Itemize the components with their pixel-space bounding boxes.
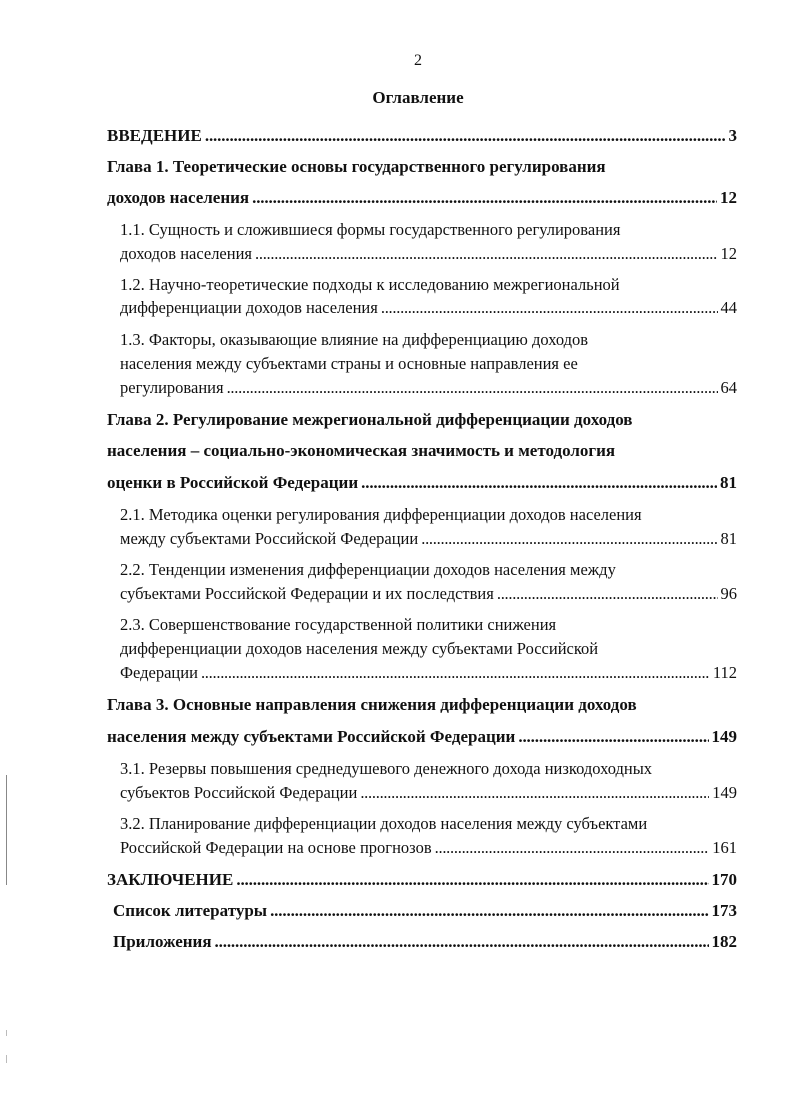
toc-entry-label: 1.2. Научно-теоретические подходы к исследованию межрегиональной xyxy=(120,275,620,294)
toc-chapter-3-title[interactable] xyxy=(107,694,737,716)
toc-entry-label: 2.2. Тенденции изменения дифференциации доходов населения между xyxy=(120,560,616,579)
toc-entry-intro[interactable] xyxy=(107,125,737,147)
toc-page-number: 161 xyxy=(712,838,737,857)
toc-section-1-1-last-line[interactable] xyxy=(120,243,737,265)
scan-artifact-dot xyxy=(6,1030,7,1036)
toc-entry-label: доходов населения xyxy=(120,244,252,263)
dot-leader xyxy=(361,472,717,494)
toc-entry-label: Список литературы xyxy=(113,901,268,920)
dot-leader xyxy=(381,297,718,319)
toc-chapter-3-last-line[interactable] xyxy=(107,726,737,748)
page-number: 2 xyxy=(414,52,422,69)
toc-entry-label: субъектами Российской Федерации и их последствия xyxy=(120,584,494,603)
dot-leader xyxy=(435,837,710,859)
toc-entry-label: доходов населения xyxy=(107,188,250,207)
toc-section-3-2-last-line[interactable] xyxy=(120,837,737,859)
toc-entry-label: 2.1. Методика оценки регулирования дифференциации доходов населения xyxy=(120,505,642,524)
toc-section-2-2[interactable] xyxy=(120,559,737,581)
toc-section-3-1[interactable] xyxy=(120,758,737,780)
toc-entry-label: дифференциации доходов населения xyxy=(120,298,378,317)
toc-section-1-3-line-2[interactable] xyxy=(120,353,737,375)
toc-page-number: 96 xyxy=(720,584,737,603)
toc-section-1-3[interactable] xyxy=(120,329,737,351)
toc-section-1-2[interactable] xyxy=(120,274,737,296)
toc-section-1-2-last-line[interactable] xyxy=(120,297,737,319)
toc-section-3-1-last-line[interactable] xyxy=(120,782,737,804)
toc-page-number: 182 xyxy=(711,932,737,951)
toc-entry-conclusion[interactable] xyxy=(107,869,737,891)
dot-leader xyxy=(497,583,718,605)
toc-chapter-1-last-line[interactable] xyxy=(107,187,737,209)
toc-page-number: 44 xyxy=(720,298,737,317)
toc-entry-label: Глава 1. Теоретические основы государственного регулирования xyxy=(107,157,606,176)
toc-section-2-3[interactable] xyxy=(120,614,737,636)
toc-page-number: 12 xyxy=(720,188,737,207)
dot-leader xyxy=(205,125,726,147)
toc-entry-label: дифференциации доходов населения между субъектами Российской xyxy=(120,639,599,658)
toc-section-2-1[interactable] xyxy=(120,504,737,526)
toc-page-number: 149 xyxy=(711,727,737,746)
toc-title: Оглавление xyxy=(372,88,464,107)
toc-entry-label: населения между субъектами страны и основные направления ее xyxy=(120,354,578,373)
toc-page-number: 3 xyxy=(728,126,737,145)
toc-section-2-1-last-line[interactable] xyxy=(120,528,737,550)
toc-chapter-1-title[interactable] xyxy=(107,156,737,178)
toc-section-1-1[interactable] xyxy=(120,219,737,241)
toc-entry-label: 1.3. Факторы, оказывающие влияние на дифференциацию доходов xyxy=(120,330,589,349)
toc-page-number: 81 xyxy=(720,529,737,548)
toc-section-2-2-last-line[interactable] xyxy=(120,583,737,605)
dot-leader xyxy=(255,243,718,265)
toc-page-number: 149 xyxy=(712,783,737,802)
dot-leader xyxy=(518,726,708,748)
toc-entry-label: субъектов Российской Федерации xyxy=(120,783,358,802)
toc-entry-label: ВВЕДЕНИЕ xyxy=(107,126,202,145)
toc-entry-label: населения между субъектами Российской Федерации xyxy=(107,727,516,746)
dot-leader xyxy=(236,869,708,891)
toc-page-number: 173 xyxy=(711,901,737,920)
toc-entry-label: между субъектами Российской Федерации xyxy=(120,529,419,548)
toc-section-3-2[interactable] xyxy=(120,813,737,835)
dot-leader xyxy=(227,377,718,399)
toc-entry-label: 2.3. Совершенствование государственной политики снижения xyxy=(120,615,557,634)
dot-leader xyxy=(252,187,717,209)
toc-chapter-2-line-2[interactable] xyxy=(107,440,737,462)
toc-entry-label: ЗАКЛЮЧЕНИЕ xyxy=(107,870,234,889)
toc-page-number: 81 xyxy=(720,473,737,492)
toc-entry-label: Глава 2. Регулирование межрегиональной дифференциации доходов xyxy=(107,410,633,429)
scan-artifact-dot xyxy=(6,1055,7,1063)
toc-entry-label: 3.1. Резервы повышения среднедушевого денежного дохода низкодоходных xyxy=(120,759,653,778)
toc-section-1-3-last-line[interactable] xyxy=(120,377,737,399)
toc-chapter-2-title[interactable] xyxy=(107,409,737,431)
toc-chapter-2-last-line[interactable] xyxy=(107,472,737,494)
dot-leader xyxy=(421,528,717,550)
dot-leader xyxy=(270,900,708,922)
toc-entry-label: 1.1. Сущность и сложившиеся формы государственного регулирования xyxy=(120,220,621,239)
toc-page-number: 64 xyxy=(720,378,737,397)
toc-entry-references[interactable] xyxy=(113,900,737,922)
dot-leader xyxy=(215,931,709,953)
toc-entry-label: населения – социально-экономическая значимость и методология xyxy=(107,441,616,460)
toc-entry-label: Федерации xyxy=(120,663,198,682)
toc-entry-label: Глава 3. Основные направления снижения дифференциации доходов xyxy=(107,695,637,714)
toc-section-2-3-last-line[interactable] xyxy=(120,662,737,684)
toc-entry-label: Российской Федерации на основе прогнозов xyxy=(120,838,432,857)
toc-entry-label: регулирования xyxy=(120,378,224,397)
toc-entry-label: оценки в Российской Федерации xyxy=(107,473,359,492)
toc-entry-label: 3.2. Планирование дифференциации доходов населения между субъектами xyxy=(120,814,648,833)
toc-section-2-3-line-2[interactable] xyxy=(120,638,737,660)
scan-artifact-line xyxy=(6,775,7,885)
toc-entry-appendices[interactable] xyxy=(113,931,737,953)
dot-leader xyxy=(201,662,710,684)
toc-page-number: 12 xyxy=(720,244,737,263)
toc-entry-label: Приложения xyxy=(113,932,212,951)
toc-page-number: 112 xyxy=(712,663,737,682)
dot-leader xyxy=(360,782,709,804)
toc-page-number: 170 xyxy=(711,870,737,889)
